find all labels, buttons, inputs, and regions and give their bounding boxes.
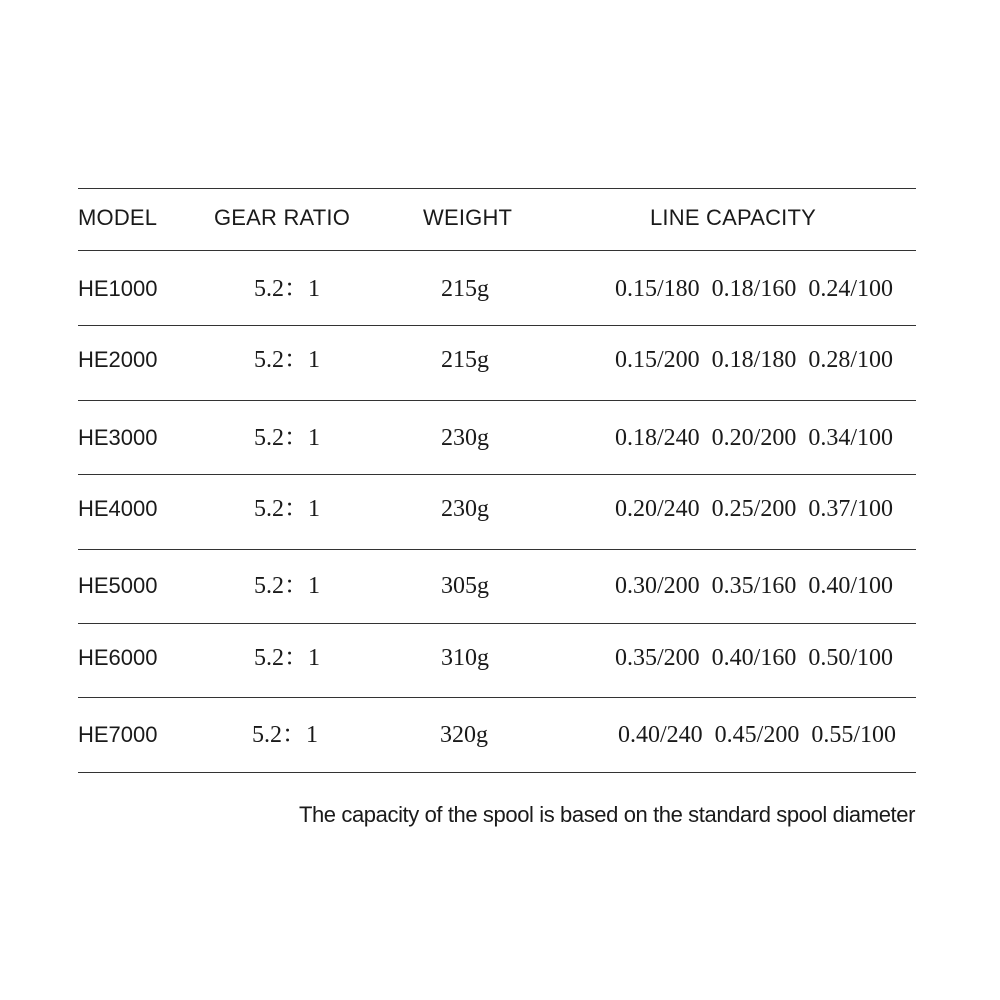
table-top-rule (78, 188, 916, 189)
table-row-model: HE4000 (78, 496, 158, 521)
table-row-line-capacity: 0.15/180 0.18/160 0.24/100 (615, 276, 894, 302)
header-line-capacity: LINE CAPACITY (650, 205, 817, 230)
row-rule (78, 325, 916, 326)
table-row-model: HE3000 (78, 425, 158, 450)
table-row-line-capacity: 0.35/200 0.40/160 0.50/100 (615, 645, 894, 671)
table-row-gear-ratio: 5.2：1 (254, 425, 320, 451)
table-row-gear-ratio: 5.2：1 (254, 573, 320, 599)
header-model: MODEL (78, 205, 158, 230)
table-row-gear-ratio: 5.2：1 (254, 347, 320, 373)
table-row-weight: 310g (441, 645, 489, 671)
row-rule (78, 400, 916, 401)
row-rule (78, 474, 916, 475)
table-row-weight: 230g (441, 496, 489, 522)
table-bottom-rule (78, 772, 916, 773)
header-gear-ratio: GEAR RATIO (214, 205, 351, 230)
table-row-weight: 230g (441, 425, 489, 451)
row-rule (78, 697, 916, 698)
table-row-model: HE6000 (78, 645, 158, 670)
row-rule (78, 549, 916, 550)
table-row-line-capacity: 0.30/200 0.35/160 0.40/100 (615, 573, 894, 599)
table-row-model: HE7000 (78, 722, 158, 747)
table-row-model: HE5000 (78, 573, 158, 598)
table-row-line-capacity: 0.15/200 0.18/180 0.28/100 (615, 347, 894, 373)
table-row-gear-ratio: 5.2：1 (254, 645, 320, 671)
table-row-line-capacity: 0.40/240 0.45/200 0.55/100 (618, 722, 897, 748)
header-weight: WEIGHT (423, 205, 513, 230)
table-row-weight: 215g (441, 276, 489, 302)
table-row-gear-ratio: 5.2：1 (254, 276, 320, 302)
table-row-weight: 215g (441, 347, 489, 373)
table-row-line-capacity: 0.18/240 0.20/200 0.34/100 (615, 425, 894, 451)
footnote-text: The capacity of the spool is based on the standard spool diameter (298, 802, 915, 827)
table-row-line-capacity: 0.20/240 0.25/200 0.37/100 (615, 496, 894, 522)
table-row-model: HE2000 (78, 347, 158, 372)
table-row-gear-ratio: 5.2：1 (252, 722, 318, 748)
header-rule (78, 250, 916, 251)
table-row-weight: 320g (440, 722, 488, 748)
row-rule (78, 623, 916, 624)
table-row-model: HE1000 (78, 276, 158, 301)
table-row-gear-ratio: 5.2：1 (254, 496, 320, 522)
table-row-weight: 305g (441, 573, 489, 599)
